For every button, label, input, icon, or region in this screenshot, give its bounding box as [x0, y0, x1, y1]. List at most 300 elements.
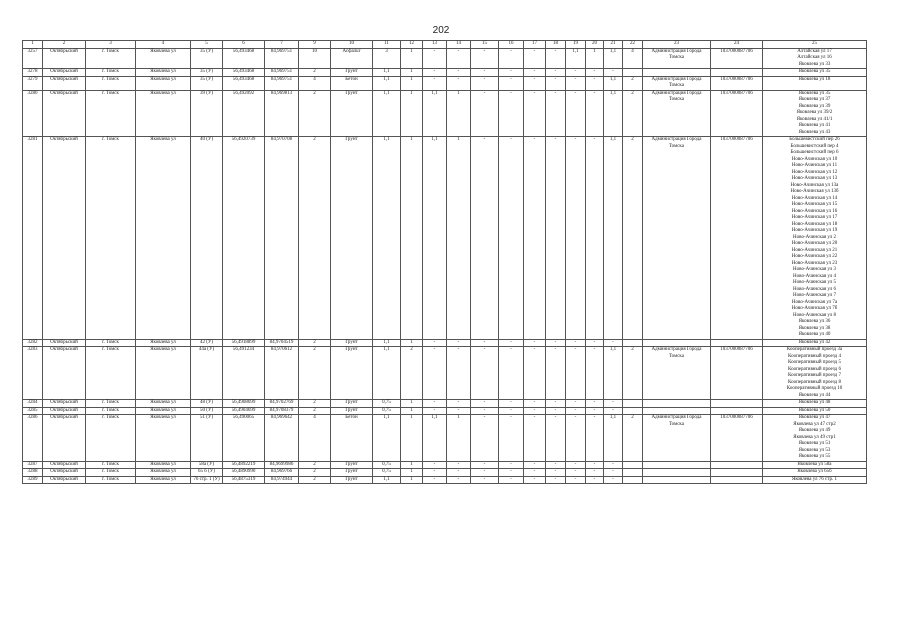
address-line: Яковлева ул 33: [798, 61, 831, 67]
table-cell: [623, 461, 643, 469]
table-cell: -: [586, 415, 604, 462]
address-line: Яковлева ул 35: [798, 90, 831, 96]
table-cell: 3279: [23, 76, 43, 90]
table-cell: 39 (У): [191, 90, 223, 137]
address-list-cell: [763, 461, 867, 469]
table-cell: 2: [299, 137, 331, 340]
address-line: Ново-Ачинская ул 7б: [791, 306, 838, 311]
table-cell: 84,9699986: [265, 461, 299, 469]
organization-name: Администрация Города Томска: [651, 48, 702, 60]
table-cell: -: [546, 407, 566, 415]
table-cell: 1037000087706: [711, 415, 763, 462]
table-cell: 84,969642: [265, 415, 299, 462]
table-cell: -: [586, 339, 604, 347]
table-cell: -: [499, 469, 524, 477]
address-list-cell: [763, 415, 867, 462]
table-cell: -: [524, 90, 546, 137]
table-cell: -: [471, 400, 499, 408]
table-cell: -: [566, 415, 586, 462]
table-cell: [711, 461, 763, 469]
table-cell: 1: [447, 415, 471, 462]
table-cell: 84,969751: [265, 69, 299, 77]
table-cell: 56,492092: [223, 90, 265, 137]
table-cell: 3286: [23, 415, 43, 462]
table-cell: -: [604, 400, 623, 408]
table-cell: Грунт: [331, 461, 373, 469]
table-cell: Яковлева ул: [136, 347, 191, 400]
table-cell: -: [546, 469, 566, 477]
table-cell: 1,1: [604, 415, 623, 462]
table-cell: [643, 469, 711, 477]
table-cell: -: [423, 476, 447, 484]
table-row: [23, 339, 867, 347]
table-body: [23, 48, 867, 484]
table-cell: 1,1: [373, 69, 401, 77]
table-row: [23, 137, 867, 340]
table-cell: [711, 407, 763, 415]
address-list-cell: [763, 76, 867, 90]
table-cell: -: [604, 469, 623, 477]
table-cell: 35 (У): [191, 76, 223, 90]
table-cell: -: [546, 400, 566, 408]
column-number: 11: [373, 41, 401, 49]
address-line: Ново-Ачинская ул 13а: [790, 182, 839, 188]
table-cell: г. Томск: [86, 476, 136, 484]
address-line: Яковлева ул 65б: [797, 469, 832, 474]
table-row: [23, 76, 867, 90]
organization-name: Администрация Города Томска: [651, 415, 702, 427]
address-line: Яковлева ул 48: [798, 400, 831, 405]
table-cell: 1,1: [373, 137, 401, 340]
address-line: Кооперативный проезд 8: [788, 379, 841, 385]
table-cell: 2: [299, 339, 331, 347]
table-cell: [623, 476, 643, 484]
address-line: Большевистский пер 6: [790, 150, 839, 155]
table-cell: г. Томск: [86, 48, 136, 69]
table-cell: Октябрьский: [43, 69, 86, 77]
address-line: Яковлева ул 47 стр2: [793, 421, 836, 427]
address-line: Кооперативный проезд 10: [786, 386, 843, 391]
table-cell: 56,4904699: [223, 407, 265, 415]
table-cell: 1,1: [604, 76, 623, 90]
table-cell: -: [499, 48, 524, 69]
table-cell: 4: [299, 76, 331, 90]
table-cell: 0,75: [373, 407, 401, 415]
table-cell: 1: [401, 69, 423, 77]
address-line: Яковлева ул 55: [798, 454, 831, 459]
table-cell: -: [586, 407, 604, 415]
table-cell: -: [524, 48, 546, 69]
table-cell: [623, 339, 643, 347]
address-line: Ново-Ачинская ул 12: [791, 169, 838, 175]
table-cell: 2: [299, 400, 331, 408]
table-cell: 3283: [23, 347, 43, 400]
table-cell: 4: [623, 48, 643, 69]
table-cell: -: [586, 469, 604, 477]
table-cell: 1,1: [373, 476, 401, 484]
table-cell: 3282: [23, 339, 43, 347]
table-cell: -: [499, 476, 524, 484]
address-line: Яковлева ул 51: [798, 441, 831, 446]
column-number: 4: [136, 41, 191, 49]
address-line: Яковлева ул 38: [798, 325, 831, 331]
table-cell: 56,493468: [223, 76, 265, 90]
table-cell: 56,4908699: [223, 400, 265, 408]
table-row: [23, 415, 867, 462]
address-list-cell: [763, 69, 867, 77]
table-cell: г. Томск: [86, 339, 136, 347]
table-cell: 2: [401, 347, 423, 400]
table-cell: [623, 69, 643, 77]
table-cell: 3289: [23, 476, 43, 484]
table-cell: -: [586, 400, 604, 408]
table-cell: 1: [401, 48, 423, 69]
table-cell: Яковлева ул: [136, 400, 191, 408]
table-cell: 3285: [23, 407, 43, 415]
table-cell: 1: [447, 137, 471, 340]
table-cell: -: [566, 469, 586, 477]
table-cell: -: [546, 476, 566, 484]
table-cell: 2: [299, 90, 331, 137]
table-cell: -: [471, 76, 499, 90]
column-number: 6: [223, 41, 265, 49]
address-line: Яковлева ул 49 стр1: [793, 434, 836, 440]
address-line: Яковлева ул 76 стр. 1: [791, 476, 838, 482]
address-line: Кооперативный проезд 7: [788, 373, 841, 378]
table-cell: -: [499, 407, 524, 415]
table-cell: Октябрьский: [43, 469, 86, 477]
table-cell: 1037000087706: [711, 137, 763, 340]
table-cell: 35 (У): [191, 69, 223, 77]
table-row: [23, 407, 867, 415]
table-cell: -: [471, 90, 499, 137]
address-line: Яковлева ул 40: [798, 332, 831, 337]
table-cell: [643, 400, 711, 408]
table-cell: 84,969751: [265, 76, 299, 90]
table-cell: 1,1: [604, 90, 623, 137]
address-list-cell: [763, 339, 867, 347]
table-cell: -: [586, 69, 604, 77]
table-cell: 1: [401, 400, 423, 408]
table-cell: 4: [299, 415, 331, 462]
address-line: Яковлева ул 49: [798, 428, 831, 433]
address-line: Ново-Ачинская ул 13: [791, 176, 838, 181]
address-line: Яковлева ул 37: [798, 97, 831, 102]
address-line: Ново-Ачинская ул 7: [793, 293, 836, 298]
table-cell: -: [471, 415, 499, 462]
table-cell: 3287: [23, 461, 43, 469]
address-line: Яковлева ул 44: [798, 392, 831, 398]
table-cell: 1037000087706: [711, 48, 763, 69]
table-cell: 56,491234: [223, 347, 265, 400]
table-cell: 1: [401, 137, 423, 340]
table-cell: 2: [299, 476, 331, 484]
address-line: Яковлева ул 39/2: [796, 110, 833, 115]
table-cell: Яковлева ул: [136, 415, 191, 462]
address-line: Яковлева ул 41/1: [796, 116, 833, 122]
table-cell: [643, 476, 711, 484]
table-cell: 2: [623, 415, 643, 462]
table-cell: -: [566, 76, 586, 90]
table-cell: 3257: [23, 48, 43, 69]
table-cell: Октябрьский: [43, 90, 86, 137]
table-cell: 1,1: [373, 76, 401, 90]
table-cell: г. Томск: [86, 407, 136, 415]
table-cell: 1: [401, 476, 423, 484]
address-line: Ново-Ачинская ул 3: [793, 267, 836, 272]
table-cell: [711, 69, 763, 77]
table-cell: -: [471, 347, 499, 400]
table-cell: Яковлева ул: [136, 407, 191, 415]
address-line: Ново-Ачинская ул 17: [791, 215, 838, 220]
address-line: Яковлева ул 41: [798, 123, 831, 128]
address-line: Яковлева ул 53: [798, 447, 831, 453]
table-cell: Октябрьский: [43, 400, 86, 408]
column-number: 19: [566, 41, 586, 49]
table-cell: [643, 48, 711, 69]
table-cell: 1: [447, 90, 471, 137]
table-cell: -: [423, 347, 447, 400]
table-cell: 58а (У): [191, 461, 223, 469]
table-cell: 48 (У): [191, 400, 223, 408]
table-cell: -: [546, 461, 566, 469]
table-cell: Октябрьский: [43, 339, 86, 347]
table-cell: -: [566, 69, 586, 77]
table-cell: -: [524, 137, 546, 340]
column-number: 14: [447, 41, 471, 49]
table-cell: -: [471, 476, 499, 484]
table-cell: 3284: [23, 400, 43, 408]
table-cell: -: [447, 469, 471, 477]
address-line: Ново-Ачинская ул 11: [791, 163, 838, 168]
table-cell: -: [566, 339, 586, 347]
table-cell: 1,1: [373, 90, 401, 137]
table-cell: Грунт: [331, 400, 373, 408]
table-cell: -: [586, 90, 604, 137]
address-line: Яковлева ул 50: [798, 407, 831, 413]
address-line: Яковлева ул 18: [798, 76, 831, 82]
table-cell: -: [499, 461, 524, 469]
table-cell: -: [499, 76, 524, 90]
address-line: Кооперативный проезд 5: [788, 360, 841, 365]
address-line: Большевистский пер 4: [790, 143, 839, 149]
table-cell: -: [586, 347, 604, 400]
table-cell: -: [566, 476, 586, 484]
table-cell: -: [499, 415, 524, 462]
table-cell: Октябрьский: [43, 137, 86, 340]
table-cell: 1,1: [423, 137, 447, 340]
table-cell: Грунт: [331, 90, 373, 137]
table-cell: 2: [623, 347, 643, 400]
table-cell: 84,969751: [265, 48, 299, 69]
table-cell: Яковлева ул: [136, 48, 191, 69]
column-number: 18: [546, 41, 566, 49]
table-cell: г. Томск: [86, 461, 136, 469]
organization-name: Администрация Города Томска: [651, 90, 702, 102]
address-line: Кооперативный проезд 3а: [786, 347, 843, 352]
table-cell: 50 (У): [191, 407, 223, 415]
address-line: Ново-Ачинская ул 4: [793, 273, 836, 279]
table-cell: -: [586, 137, 604, 340]
table-cell: -: [447, 76, 471, 90]
table-cell: Октябрьский: [43, 347, 86, 400]
table-cell: -: [447, 48, 471, 69]
table-row: [23, 69, 867, 77]
table-cell: Грунт: [331, 137, 373, 340]
address-list-cell: [763, 407, 867, 415]
table-cell: Октябрьский: [43, 415, 86, 462]
column-number-row: [23, 41, 867, 49]
table-cell: -: [471, 407, 499, 415]
table-cell: 42 (У): [191, 339, 223, 347]
table-cell: [643, 137, 711, 340]
table-cell: Грунт: [331, 69, 373, 77]
table-cell: -: [471, 137, 499, 340]
address-line: Кооперативный проезд 6: [788, 366, 841, 372]
table-cell: -: [604, 339, 623, 347]
table-cell: Яковлева ул: [136, 90, 191, 137]
table-cell: -: [566, 347, 586, 400]
address-list-cell: [763, 400, 867, 408]
table-cell: [623, 469, 643, 477]
table-cell: Октябрьский: [43, 461, 86, 469]
table-cell: [643, 69, 711, 77]
table-cell: 10: [299, 48, 331, 69]
table-cell: 2: [299, 69, 331, 77]
table-cell: -: [447, 347, 471, 400]
table-cell: 84,9704519: [265, 339, 299, 347]
registry-table: [22, 40, 867, 484]
table-cell: Яковлева ул: [136, 69, 191, 77]
table-cell: -: [524, 415, 546, 462]
table-cell: г. Томск: [86, 347, 136, 400]
column-number: 16: [499, 41, 524, 49]
table-cell: -: [423, 469, 447, 477]
table-cell: -: [499, 339, 524, 347]
table-cell: г. Томск: [86, 469, 136, 477]
table-cell: 1037000087706: [711, 347, 763, 400]
address-line: Ново-Ачинская ул 7а: [791, 299, 838, 305]
table-cell: 40 (У): [191, 137, 223, 340]
table-cell: 0,75: [373, 461, 401, 469]
table-cell: 84,9708379: [265, 407, 299, 415]
table-cell: [711, 476, 763, 484]
table-head: [23, 41, 867, 49]
column-number: 12: [401, 41, 423, 49]
address-line: Алтайская ул 16: [797, 55, 832, 60]
table-cell: -: [524, 347, 546, 400]
table-row: [23, 469, 867, 477]
table-cell: 1: [401, 407, 423, 415]
table-cell: [643, 90, 711, 137]
table-cell: -: [471, 48, 499, 69]
table-cell: [711, 339, 763, 347]
address-list-cell: [763, 137, 867, 340]
table-row: [23, 48, 867, 69]
table-row: [23, 90, 867, 137]
table-cell: -: [423, 339, 447, 347]
table-cell: Грунт: [331, 339, 373, 347]
table-cell: 84,9702769: [265, 400, 299, 408]
table-cell: Октябрьский: [43, 76, 86, 90]
table-cell: 3278: [23, 69, 43, 77]
table-cell: -: [546, 90, 566, 137]
table-cell: 1,1: [373, 415, 401, 462]
table-cell: -: [604, 461, 623, 469]
table-cell: -: [423, 76, 447, 90]
table-cell: -: [423, 400, 447, 408]
table-cell: -: [499, 137, 524, 340]
address-line: Яковлева ул 58а: [797, 461, 832, 467]
table-cell: -: [566, 407, 586, 415]
table-cell: -: [546, 415, 566, 462]
table-cell: [643, 76, 711, 90]
table-cell: -: [524, 76, 546, 90]
address-line: Ново-Ачинская ул 19: [791, 228, 838, 233]
table-cell: 51 (У): [191, 415, 223, 462]
table-cell: -: [586, 76, 604, 90]
table-cell: 65 б (У): [191, 469, 223, 477]
page-number: 202: [432, 25, 450, 36]
address-line: Ново-Ачинская ул 18: [791, 221, 838, 227]
table-cell: -: [566, 137, 586, 340]
address-list-cell: [763, 48, 867, 69]
table-cell: 2: [299, 347, 331, 400]
address-list-cell: [763, 476, 867, 484]
column-number: 20: [586, 41, 604, 49]
table-cell: -: [471, 461, 499, 469]
column-number: 2: [43, 41, 86, 49]
table-row: [23, 400, 867, 408]
table-cell: 1037000087706: [711, 76, 763, 90]
table-cell: г. Томск: [86, 137, 136, 340]
table-cell: 1: [401, 415, 423, 462]
table-cell: -: [471, 339, 499, 347]
table-cell: 1,1: [423, 90, 447, 137]
table-cell: г. Томск: [86, 76, 136, 90]
address-line: Ново-Ачинская ул 13б: [790, 189, 839, 194]
table-cell: -: [546, 339, 566, 347]
address-line: Яковлева ул 42: [798, 339, 831, 345]
address-line: Кооперативный проезд 4: [788, 353, 841, 359]
table-cell: Яковлева ул: [136, 339, 191, 347]
table-cell: 1,1: [604, 137, 623, 340]
table-row: [23, 461, 867, 469]
table-cell: [643, 407, 711, 415]
table-cell: -: [423, 48, 447, 69]
table-cell: г. Томск: [86, 69, 136, 77]
table-cell: Яковлева ул: [136, 76, 191, 90]
table-cell: 2: [623, 90, 643, 137]
column-number: 21: [604, 41, 623, 49]
table-cell: -: [524, 461, 546, 469]
column-number: 1: [23, 41, 43, 49]
table-cell: 3: [373, 48, 401, 69]
table-cell: -: [447, 339, 471, 347]
table-cell: -: [471, 69, 499, 77]
column-number: 22: [623, 41, 643, 49]
table-cell: Грунт: [331, 407, 373, 415]
address-line: Яковлева ул 39: [798, 103, 831, 109]
table-cell: 1: [586, 48, 604, 69]
table-cell: -: [524, 476, 546, 484]
table-cell: -: [586, 461, 604, 469]
address-line: Алтайская ул 17: [797, 48, 832, 54]
address-line: Ново-Ачинская ул 5: [793, 280, 836, 285]
table-cell: 2: [623, 76, 643, 90]
table-cell: 0,75: [373, 400, 401, 408]
address-line: Яковлева ул 43: [798, 129, 831, 135]
